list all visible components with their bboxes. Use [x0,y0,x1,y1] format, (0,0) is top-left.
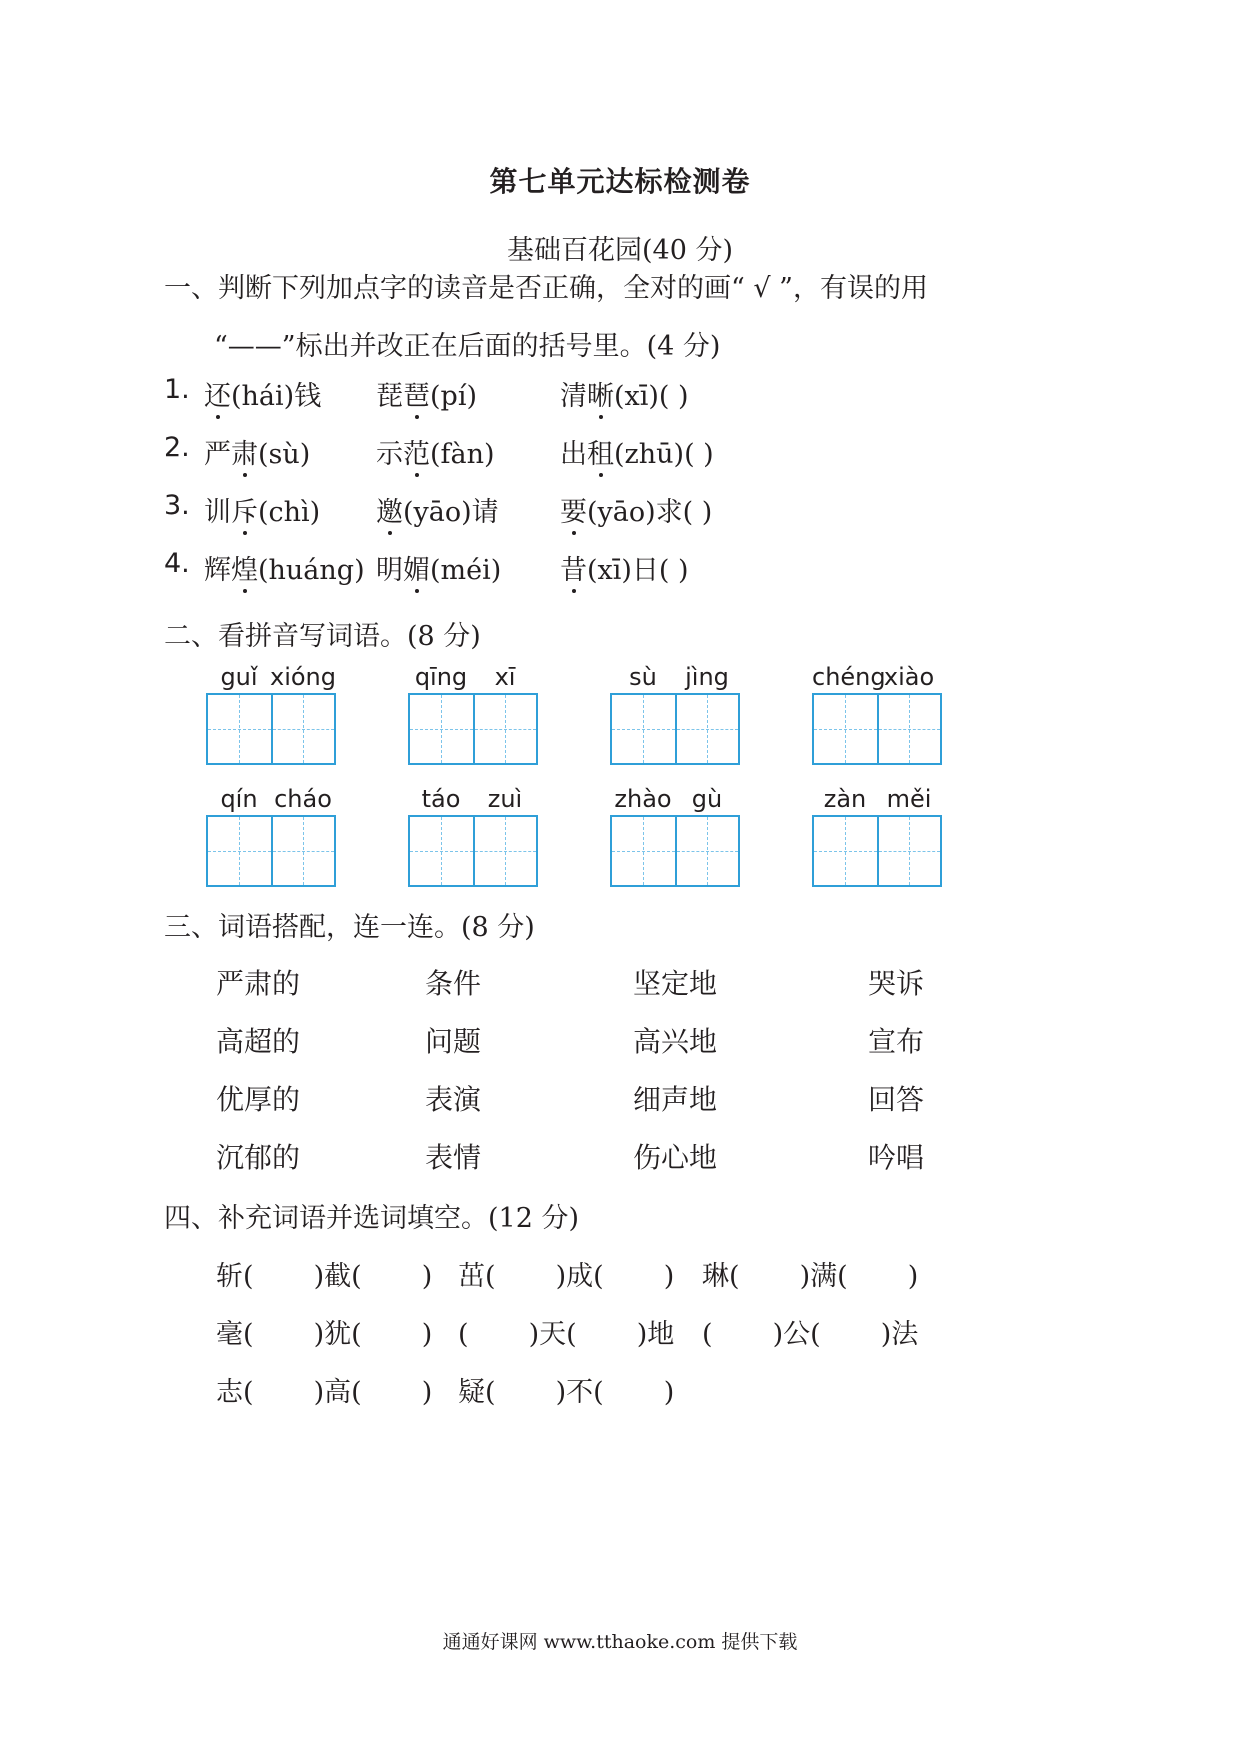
pinyin-and-suffix: (xī)日( ) [587,555,689,586]
pinyin-and-suffix: (yāo)求( ) [587,497,713,528]
section-subtitle: 基础百花园(40 分) [506,235,733,266]
dotted-character: 肃 [231,432,258,471]
writing-cell[interactable] [612,695,675,763]
matching-word[interactable]: 吟唱 [868,1141,925,1174]
pinyin-and-suffix: (pí) [430,381,477,412]
pinyin-item [376,432,495,471]
matching-word[interactable]: 细声地 [633,1083,718,1116]
writing-cell[interactable] [814,695,877,763]
matching-word[interactable]: 伤心地 [633,1141,718,1174]
word-prefix: 明 [376,555,403,586]
q2-heading: 二、看拼音写词语。(8 分) [164,621,481,652]
word-prefix: 示 [376,439,403,470]
writing-cell[interactable] [877,695,940,763]
pinyin-label: jìng [685,663,729,691]
pinyin-label: xióng [270,663,336,691]
pinyin-and-suffix: (huáng) [258,555,365,586]
writing-cell[interactable] [612,817,675,885]
pinyin-item [560,432,714,471]
matching-word[interactable]: 优厚的 [216,1083,301,1116]
matching-word[interactable]: 严肃的 [216,967,301,1000]
tianzige-grid[interactable] [610,693,740,765]
writing-cell[interactable] [271,817,334,885]
pinyin-item [204,490,320,529]
pinyin-item [204,374,321,413]
writing-cell[interactable] [877,817,940,885]
matching-word[interactable]: 沉郁的 [216,1141,301,1174]
pinyin-label: zuì [487,785,523,813]
tianzige-grid[interactable] [408,693,538,765]
pinyin-and-suffix: (méi) [430,555,502,586]
dotted-character: 租 [587,432,614,471]
pinyin-label: zàn [823,785,867,813]
item-number: 2. [164,432,190,463]
pinyin-label: cháo [274,785,332,813]
pinyin-item [376,374,477,413]
pinyin-label: guǐ [220,663,258,691]
word-prefix: 训 [204,497,231,528]
pinyin-and-suffix: (sù) [258,439,311,470]
pinyin-label: xī [494,663,516,691]
dotted-character: 要 [560,490,587,529]
tianzige-grid[interactable] [812,693,942,765]
idiom-blank: ( )公( )法 [702,1319,919,1350]
writing-cell[interactable] [410,695,473,763]
pinyin-label: chéng [812,663,886,691]
tianzige-grid[interactable] [610,815,740,887]
writing-cell[interactable] [675,817,738,885]
matching-word[interactable]: 条件 [425,967,482,1000]
pinyin-and-suffix: (fàn) [430,439,495,470]
dotted-character: 琶 [403,374,430,413]
pinyin-item [376,490,499,529]
q4-heading: 四、补充词语并选词填空。(12 分) [164,1203,580,1234]
matching-word[interactable]: 问题 [425,1025,482,1058]
writing-cell[interactable] [814,817,877,885]
pinyin-item [204,548,365,587]
word-prefix: 琵 [376,381,403,412]
writing-cell[interactable] [271,695,334,763]
word-prefix: 出 [560,439,587,470]
dotted-character: 昔 [560,548,587,587]
dotted-character: 媚 [403,548,430,587]
matching-word[interactable]: 哭诉 [868,967,925,1000]
q1-heading-line1: 一、判断下列加点字的读音是否正确，全对的画“ √ ”，有误的用 [164,273,928,304]
item-number: 1. [164,374,190,405]
dotted-character: 晰 [587,374,614,413]
tianzige-grid[interactable] [812,815,942,887]
pinyin-and-suffix: (xī)( ) [614,381,689,412]
word-prefix: 严 [204,439,231,470]
writing-cell[interactable] [473,695,536,763]
pinyin-label: táo [421,785,461,813]
idiom-blank: 茁( )成( ) [458,1261,675,1292]
matching-word[interactable]: 高超的 [216,1025,301,1058]
tianzige-grid[interactable] [206,815,336,887]
page-title: 第七单元达标检测卷 [489,165,751,198]
q3-heading: 三、词语搭配，连一连。(8 分) [164,912,535,943]
matching-word[interactable]: 宣布 [868,1025,925,1058]
pinyin-label: qīng [414,663,468,691]
pinyin-label: gù [691,785,723,813]
pinyin-item [376,548,501,587]
pinyin-item [204,432,310,471]
matching-word[interactable]: 表演 [425,1083,482,1116]
writing-cell[interactable] [473,817,536,885]
matching-word[interactable]: 坚定地 [633,967,718,1000]
dotted-character: 范 [403,432,430,471]
pinyin-item [560,490,712,529]
dotted-character: 还 [204,374,231,413]
pinyin-and-suffix: (chì) [258,497,321,528]
idiom-blank: ( )天( )地 [458,1319,675,1350]
pinyin-label: měi [886,785,932,813]
tianzige-grid[interactable] [206,693,336,765]
item-number: 3. [164,490,190,521]
pinyin-label: zhào [614,785,672,813]
matching-word[interactable]: 高兴地 [633,1025,718,1058]
matching-word[interactable]: 回答 [868,1083,925,1116]
writing-cell[interactable] [410,817,473,885]
dotted-character: 斥 [231,490,258,529]
pinyin-label: qín [220,785,258,813]
footer-credit: 通通好课网 www.tthaoke.com 提供下载 [442,1631,798,1653]
idiom-blank: 毫( )犹( ) [216,1319,433,1350]
tianzige-grid[interactable] [408,815,538,887]
q1-heading-line2: “——”标出并改正在后面的括号里。(4 分) [214,331,721,362]
dotted-character: 煌 [231,548,258,587]
idiom-blank: 疑( )不( ) [458,1377,675,1408]
pinyin-and-suffix: (zhū)( ) [614,439,714,470]
pinyin-and-suffix: (yāo)请 [403,497,499,528]
pinyin-item [560,548,689,587]
idiom-blank: 琳( )满( ) [702,1261,919,1292]
writing-cell[interactable] [208,695,271,763]
writing-cell[interactable] [208,817,271,885]
pinyin-label: sù [629,663,657,691]
idiom-blank: 志( )高( ) [216,1377,433,1408]
word-prefix: 清 [560,381,587,412]
word-prefix: 辉 [204,555,231,586]
idiom-blank: 斩( )截( ) [216,1261,433,1292]
dotted-character: 邀 [376,490,403,529]
writing-cell[interactable] [675,695,738,763]
matching-word[interactable]: 表情 [425,1141,482,1174]
pinyin-item [560,374,689,413]
pinyin-and-suffix: (hái)钱 [231,381,322,412]
item-number: 4. [164,548,190,579]
pinyin-label: xiào [883,663,935,691]
